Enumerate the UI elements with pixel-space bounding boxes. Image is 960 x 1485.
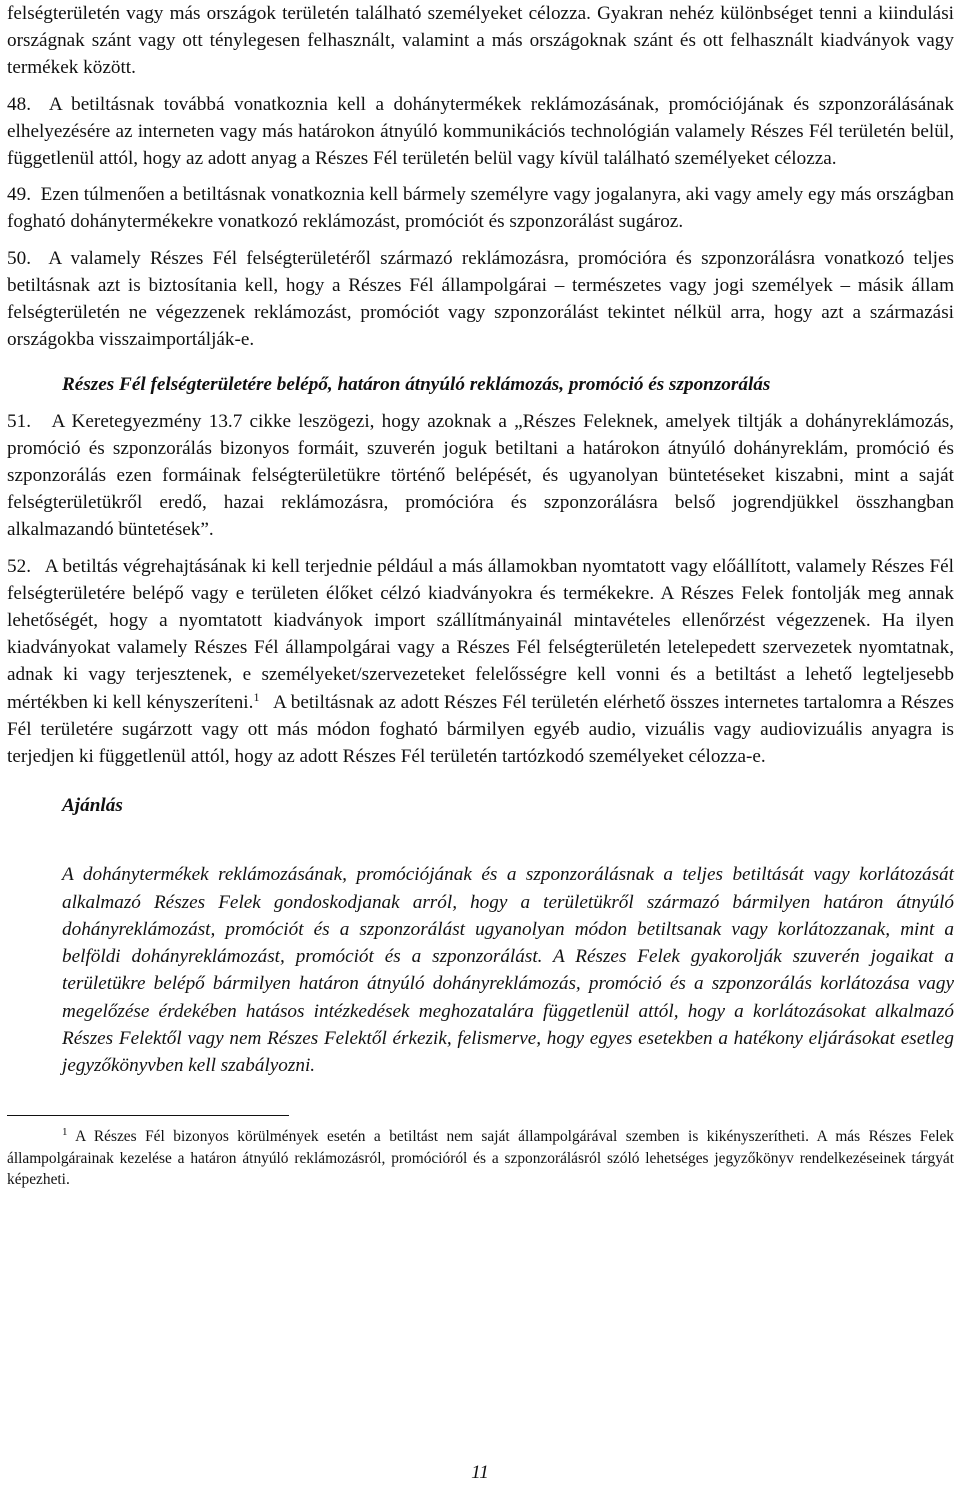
paragraph-text: A betiltás végrehajtásának ki kell terjednie például a más államokban nyomtatott vagy előállított, valamely Részes Fél felségterületére belépő vagy e területen élőket célzó kiadványokra és termékekre. A Részes Felek fontolják meg annak lehetőségét, hogy a nyomtatott kiadványok import szállítmányainál mintavételes ellenőrzést végezzenek. Ha ilyen kiadványokat valamely Részes Fél állampolgárai vagy a Részes Fél felségterületén letelepedett szervezetek nyomtatnak, adnak ki vagy terjesztenek, e személyeket/szervezeteket felelősségre kell vonni és a betiltást a lehető legteljesebb mértékben ki kell kényszeríteni.: [7, 555, 954, 713]
paragraph-text: Ezen túlmenően a betiltásnak vonatkoznia kell bármely személyre vagy jogalanyra, aki vagy amely egy más országban fogható dohánytermékekre vonatkozó reklámozást, promóciót és szponzorálást sugároz.: [7, 184, 954, 233]
paragraph-number: 49.: [7, 184, 31, 206]
paragraph-text: A betiltásnak továbbá vonatkoznia kell a dohánytermékek reklámozásának, promóciójának és szponzorálásának elhelyezésére az interneten vagy más határokon átnyúló kommunikációs technológián valamely Részes Fél területén belül, függetlenül attól, hogy az adott anyag a Részes Fél területén belül vagy kívül található személyeket célozza.: [7, 93, 954, 170]
section-heading: Részes Fél felségterületére belépő, határon átnyúló reklámozás, promóció és szponzorálás: [62, 374, 771, 396]
recommendation-text: A dohánytermékek reklámozásának, promóciójának és a szponzorálásnak a teljes betiltását vagy korlátozását alkalmazó Részes Felek gondoskodjanak arról, hogy a területükről származó bármilyen határon átnyúló dohányreklámozást, promóciót és a szponzorálást ugyanolyan módon betiltsanak vagy korlátozzanak, mint a belföldi dohányreklámozást, promóciót és a szponzorálást. A Részes Felek gyakorolják szuverén jogaikat a területükre belépő bármilyen határon átnyúló dohányreklámozás, promóció és a szponzorálás korlátozása vagy megelőzése érdekében hatásos intézkedések meghozatalára függetlenül attól, hogy a korlátozásokat alkalmazó Részes Felektől vagy nem Részes Felektől érkezik, felismerve, hogy egyes esetekben a hatékony eljárásokat esetleg jegyzőkönyvben kell szabályozni.: [62, 864, 954, 1076]
paragraph-number: 51.: [7, 410, 31, 432]
paragraph-continued: [7, 0, 954, 82]
footnote-text: A Részes Fél bizonyos körülmények esetén a betiltást nem saját állampolgárával szemben is kikényszerítheti. A más Részes Felek állampolgárainak kezelése a határon átnyúló reklámozásról, promócióról és a szponzorálásról szóló lehetséges jegyzőkönyv rendelkezéseinek tárgyát képezheti.: [7, 1128, 954, 1189]
paragraph-number: 50.: [7, 247, 31, 269]
paragraph-number: 52.: [7, 555, 31, 577]
page-number: 11: [471, 1462, 489, 1483]
footnote-marker: 1: [62, 1126, 68, 1139]
footnote: [7, 1126, 954, 1191]
paragraph-number: 48.: [7, 93, 31, 115]
footnote-divider: [7, 1115, 289, 1116]
paragraph-49: [7, 181, 954, 235]
paragraph-50: [7, 245, 954, 354]
paragraph-52: [7, 553, 954, 771]
recommendation-title: Ajánlás: [62, 795, 123, 817]
paragraph-text-continued: A betiltásnak az adott Részes Fél területén elérhető összes internetes tartalomra a Részes Fél területére sugárzott vagy ott más módon fogható bármilyen egyéb audio, vizuális vagy audiovizuális anyagra is terjedjen ki függetlenül attól, hogy az adott Részes Fél területén tartózkodó személyeket célozza-e.: [7, 691, 954, 768]
paragraph-48: [7, 91, 954, 173]
document-page: [7, 0, 954, 1191]
paragraph-text: felségterületén vagy más országok területén található személyeket célozza. Gyakran nehéz különbséget tenni a kiindulási országnak szánt vagy ott ténylegesen felhasznált, valamint a más országoknak szánt és ott felhasznált kiadványok vagy termékek között.: [7, 3, 954, 79]
paragraph-text: A Keretegyezmény 13.7 cikke leszögezi, hogy azoknak a „Részes Feleknek, amelyek tiltják a dohányreklámozás, promóció és szponzorálás bizonyos formáit, szuverén joguk betiltani a határokon átnyúló dohányreklám, promóció és szponzorálás ezen formáinak felségterületükre történő belépését, és ugyanolyan büntetéseket kiszabni, mint a saját felségterületükről eredő, hazai reklámozásra, promócióra és szponzorálásra belső jogrendjükkel összhangban alkalmazandó büntetések”.: [7, 410, 954, 541]
paragraph-text: A valamely Részes Fél felségterületéről származó reklámozásra, promócióra és szponzorálásra vonatkozó teljes betiltásnak azt is biztosítania kell, hogy a Részes Fél állampolgárai – természetes vagy jogi személyek – másik állam felségterületén ne végezzenek reklámozást, promóciót vagy szponzorálást tekintet nélkül arra, hogy azt a származási országokba visszaimportálják-e.: [7, 247, 954, 351]
paragraph-51: [7, 408, 954, 544]
footnote-reference[interactable]: 1: [253, 689, 260, 704]
